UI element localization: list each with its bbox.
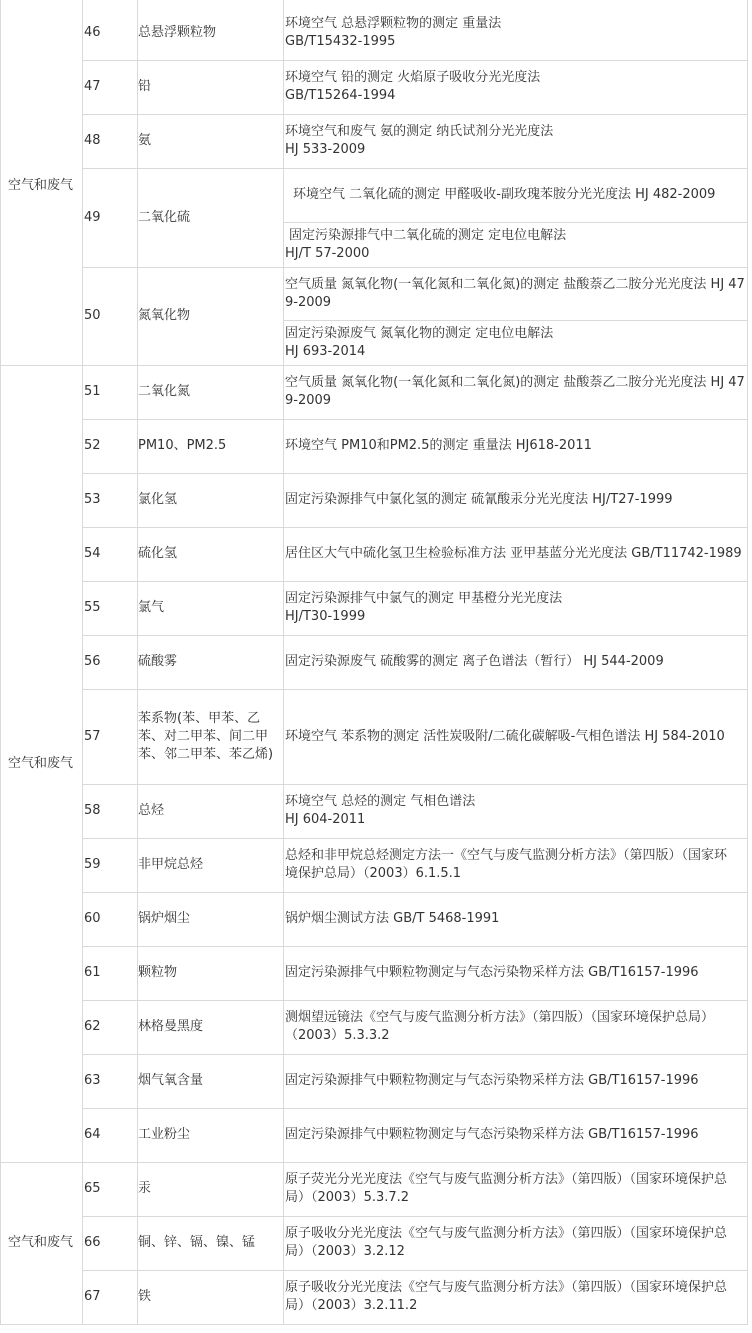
group-divider	[0, 1162, 748, 1163]
row-number: 52	[84, 438, 101, 453]
method-text: 9-2009	[285, 393, 332, 408]
method-text: 环境空气 总悬浮颗粒物的测定 重量法	[285, 16, 502, 31]
method-text: HJ 693-2014	[285, 344, 366, 359]
item-name: 氯化氢	[138, 492, 178, 507]
item-name: 颗粒物	[138, 965, 178, 980]
method-text: HJ 533-2009	[285, 142, 366, 157]
row-number: 47	[84, 79, 101, 94]
method-text: 境保护总局）（2003）6.1.5.1	[285, 866, 462, 881]
method-text: 环境空气 铅的测定 火焰原子吸收分光光度法	[285, 70, 541, 85]
method-text: 局）（2003）3.2.12	[285, 1244, 405, 1259]
subrow-divider	[284, 222, 748, 223]
item-name: 硫酸雾	[138, 654, 178, 669]
row-number: 64	[84, 1127, 101, 1142]
method-text: 局）（2003）3.2.11.2	[285, 1298, 418, 1313]
method-text: 原子吸收分光光度法《空气与废气监测分析方法》（第四版）（国家环境保护总	[285, 1226, 728, 1241]
method-text: 固定污染源排气中氯化氢的测定 硫氰酸汞分光光度法 HJ/T27-1999	[285, 492, 673, 507]
row-number: 62	[84, 1019, 101, 1034]
row-number: 57	[84, 729, 101, 744]
method-text: HJ/T 57-2000	[285, 246, 370, 261]
row-divider	[83, 1108, 748, 1109]
item-name: 苯、邻二甲苯、苯乙烯)	[138, 747, 274, 762]
item-name: 苯、对二甲苯、间二甲	[138, 729, 269, 744]
method-text: 环境空气和废气 氨的测定 纳氏试剂分光光度法	[285, 124, 554, 139]
item-name: 氮氧化物	[138, 308, 191, 323]
row-divider	[83, 419, 748, 420]
row-number: 53	[84, 492, 101, 507]
row-divider	[83, 527, 748, 528]
method-text: 环境空气 苯系物的测定 活性炭吸附/二硫化碳解吸-气相色谱法 HJ 584-2010	[285, 729, 725, 744]
method-text: 固定污染源排气中颗粒物测定与气态污染物采样方法 GB/T16157-1996	[285, 1073, 699, 1088]
method-text: 固定污染源排气中颗粒物测定与气态污染物采样方法 GB/T16157-1996	[285, 1127, 699, 1142]
method-text: 固定污染源排气中二氧化硫的测定 定电位电解法	[289, 228, 567, 243]
method-text: 原子荧光分光光度法《空气与废气监测分析方法》（第四版）（国家环境保护总	[285, 1172, 728, 1187]
row-number: 65	[84, 1181, 101, 1196]
row-divider	[83, 267, 748, 268]
row-divider	[83, 689, 748, 690]
row-divider	[83, 838, 748, 839]
row-number: 50	[84, 308, 101, 323]
row-divider	[83, 1216, 748, 1217]
row-divider	[83, 784, 748, 785]
category-label: 空气和废气	[8, 178, 74, 193]
item-name: 氨	[138, 133, 152, 148]
method-text: 居住区大气中硫化氢卫生检验标准方法 亚甲基蓝分光光度法 GB/T11742-1989	[285, 546, 742, 561]
group-divider	[0, 365, 748, 366]
column-divider	[283, 0, 284, 1325]
method-text: 原子吸收分光光度法《空气与废气监测分析方法》（第四版）（国家环境保护总	[285, 1280, 728, 1295]
category-label: 空气和废气	[8, 1235, 74, 1250]
table-border	[747, 0, 748, 1325]
row-number: 54	[84, 546, 101, 561]
row-divider	[83, 892, 748, 893]
row-number: 58	[84, 803, 101, 818]
column-divider	[82, 0, 83, 1325]
method-text: GB/T15264-1994	[285, 88, 396, 103]
method-text: （2003）5.3.3.2	[285, 1028, 390, 1043]
row-divider	[83, 473, 748, 474]
method-text: HJ 604-2011	[285, 812, 366, 827]
row-divider	[83, 581, 748, 582]
item-name: 工业粉尘	[138, 1127, 191, 1142]
item-name: 总烃	[138, 803, 165, 818]
item-name: 烟气氧含量	[138, 1073, 204, 1088]
row-number: 48	[84, 133, 101, 148]
method-text: 锅炉烟尘测试方法 GB/T 5468-1991	[285, 911, 500, 926]
method-text: 环境空气 总烃的测定 气相色谱法	[285, 794, 476, 809]
row-divider	[83, 635, 748, 636]
row-number: 49	[84, 210, 101, 225]
row-number: 46	[84, 25, 101, 40]
method-text: 固定污染源排气中颗粒物测定与气态污染物采样方法 GB/T16157-1996	[285, 965, 699, 980]
table-border	[0, 1324, 748, 1325]
item-name: 硫化氢	[138, 546, 178, 561]
row-number: 56	[84, 654, 101, 669]
method-text: 空气质量 氮氧化物(一氧化氮和二氧化氮)的测定 盐酸萘乙二胺分光光度法 HJ 47	[285, 375, 745, 390]
row-number: 60	[84, 911, 101, 926]
row-number: 55	[84, 600, 101, 615]
method-text: 固定污染源废气 硫酸雾的测定 离子色谱法（暂行） HJ 544-2009	[285, 654, 664, 669]
item-name: 二氧化氮	[138, 384, 191, 399]
method-text: 固定污染源排气中氯气的测定 甲基橙分光光度法	[285, 591, 563, 606]
table-border	[0, 0, 1, 1325]
item-name: 铅	[138, 79, 152, 94]
item-name: 二氧化硫	[138, 210, 191, 225]
row-number: 67	[84, 1289, 101, 1304]
item-name: 林格曼黑度	[138, 1019, 204, 1034]
item-name: 锅炉烟尘	[138, 911, 191, 926]
method-text: GB/T15432-1995	[285, 34, 396, 49]
item-name: 汞	[138, 1181, 152, 1196]
item-name: PM10、PM2.5	[138, 438, 227, 453]
item-name: 苯系物(苯、甲苯、乙	[138, 711, 261, 726]
method-text: 固定污染源废气 氮氧化物的测定 定电位电解法	[285, 326, 554, 341]
row-number: 63	[84, 1073, 101, 1088]
row-divider	[83, 1000, 748, 1001]
row-divider	[83, 114, 748, 115]
row-divider	[83, 168, 748, 169]
category-label: 空气和废气	[8, 756, 74, 771]
row-divider	[83, 1054, 748, 1055]
method-text: 局）（2003）5.3.7.2	[285, 1190, 410, 1205]
item-name: 铜、锌、镉、镍、锰	[138, 1235, 256, 1250]
row-number: 61	[84, 965, 101, 980]
method-text: 9-2009	[285, 295, 332, 310]
subrow-divider	[284, 320, 748, 321]
row-divider	[83, 946, 748, 947]
item-name: 铁	[138, 1289, 152, 1304]
row-divider	[83, 1270, 748, 1271]
method-text: 空气质量 氮氧化物(一氧化氮和二氧化氮)的测定 盐酸萘乙二胺分光光度法 HJ 47	[285, 277, 745, 292]
item-name: 总悬浮颗粒物	[138, 25, 217, 40]
row-divider	[83, 60, 748, 61]
method-text: 总烃和非甲烷总烃测定方法一《空气与废气监测分析方法》（第四版）（国家环	[285, 848, 728, 863]
method-text: HJ/T30-1999	[285, 609, 366, 624]
method-text: 环境空气 二氧化硫的测定 甲醛吸收-副玫瑰苯胺分光光度法 HJ 482-2009	[293, 187, 716, 202]
row-number: 59	[84, 857, 101, 872]
method-text: 环境空气 PM10和PM2.5的测定 重量法 HJ618-2011	[285, 438, 592, 453]
row-number: 51	[84, 384, 101, 399]
row-number: 66	[84, 1235, 101, 1250]
item-name: 氯气	[138, 600, 165, 615]
method-text: 测烟望远镜法《空气与废气监测分析方法》（第四版）（国家环境保护总局）	[285, 1010, 715, 1025]
item-name: 非甲烷总烃	[138, 857, 204, 872]
